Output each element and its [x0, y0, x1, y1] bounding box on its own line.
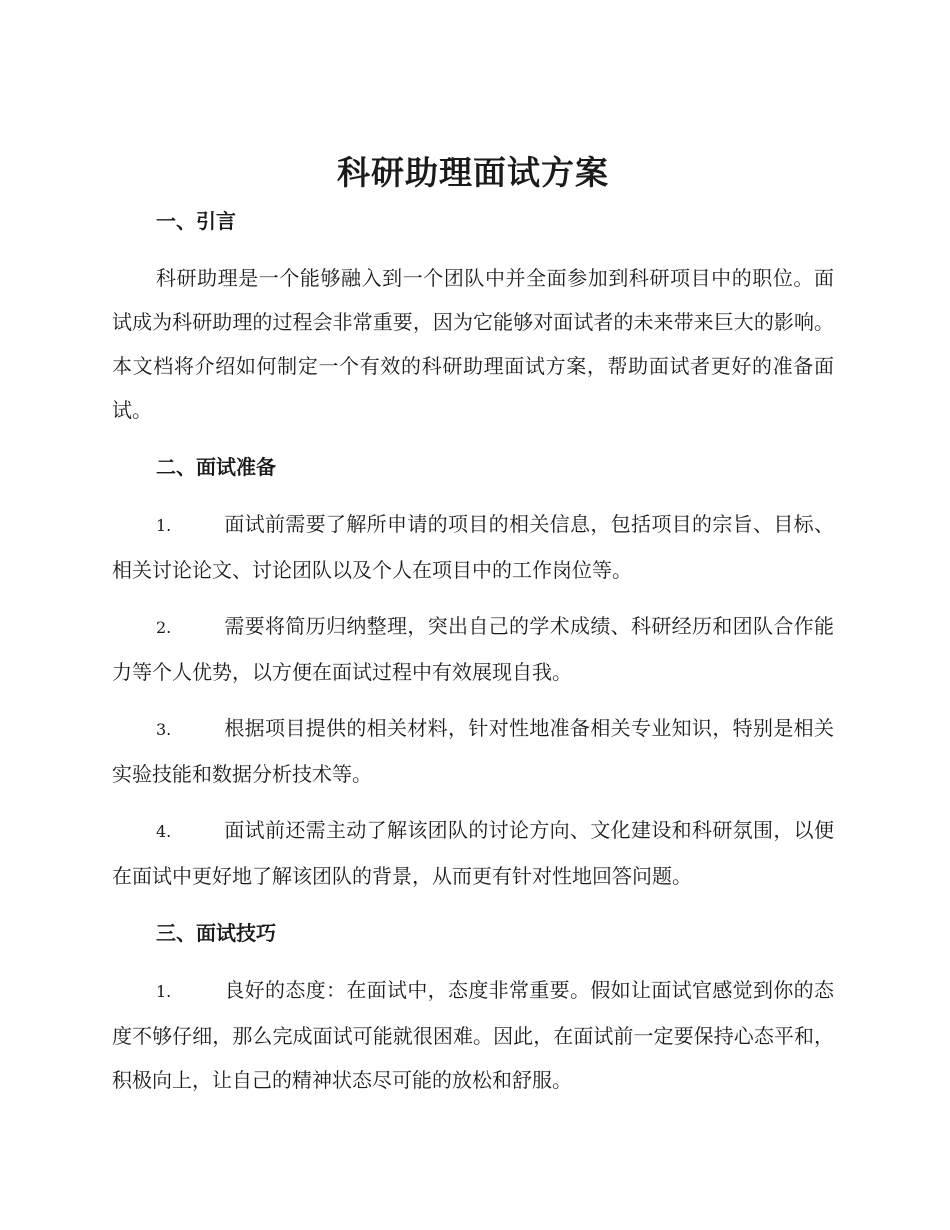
- list-item-number: 4.: [156, 822, 172, 841]
- list-item-number: 1.: [156, 982, 172, 1001]
- list-item-text: 根据项目提供的相关材料，针对性地准备相关专业知识，特别是相关实验技能和数据分析技术等。: [112, 716, 834, 786]
- list-item-text: 面试前需要了解所申请的项目的相关信息，包括项目的宗旨、目标、相关讨论论文、讨论团队以及个人在项目中的工作岗位等。: [112, 512, 834, 582]
- document-title: 科研助理面试方案: [337, 153, 609, 192]
- list-item: [112, 502, 834, 592]
- list-item-text: 需要将简历归纳整理，突出自己的学术成绩、科研经历和团队合作能力等个人优势，以方便在面试过程中有效展现自我。: [112, 614, 834, 684]
- list-item: [112, 968, 834, 1102]
- section-heading-techniques: 三、面试技巧: [156, 921, 276, 945]
- list-item-text: 面试前还需主动了解该团队的讨论方向、文化建设和科研氛围，以便在面试中更好地了解该团队的背景，从而更有针对性地回答问题。: [112, 818, 834, 888]
- list-item-number: 3.: [156, 720, 172, 739]
- section-heading-preparation: 二、面试准备: [156, 455, 276, 479]
- intro-paragraph: 科研助理是一个能够融入到一个团队中并全面参加到科研项目中的职位。面试成为科研助理的过程会非常重要，因为它能够对面试者的未来带来巨大的影响。本文档将介绍如何制定一个有效的科研助理面试方案，帮助面试者更好的准备面试。: [112, 266, 834, 422]
- list-item: [112, 604, 834, 694]
- document-page: [112, 150, 834, 1102]
- list-item: [112, 706, 834, 796]
- list-item-number: 2.: [156, 618, 172, 637]
- section-heading-intro: 一、引言: [156, 209, 236, 233]
- list-item-text: 良好的态度：在面试中，态度非常重要。假如让面试官感觉到你的态度不够仔细，那么完成面试可能就很困难。因此，在面试前一定要保持心态平和，积极向上，让自己的精神状态尽可能的放松和舒服。: [112, 978, 834, 1092]
- list-item: [112, 808, 834, 898]
- list-item-number: 1.: [156, 516, 172, 535]
